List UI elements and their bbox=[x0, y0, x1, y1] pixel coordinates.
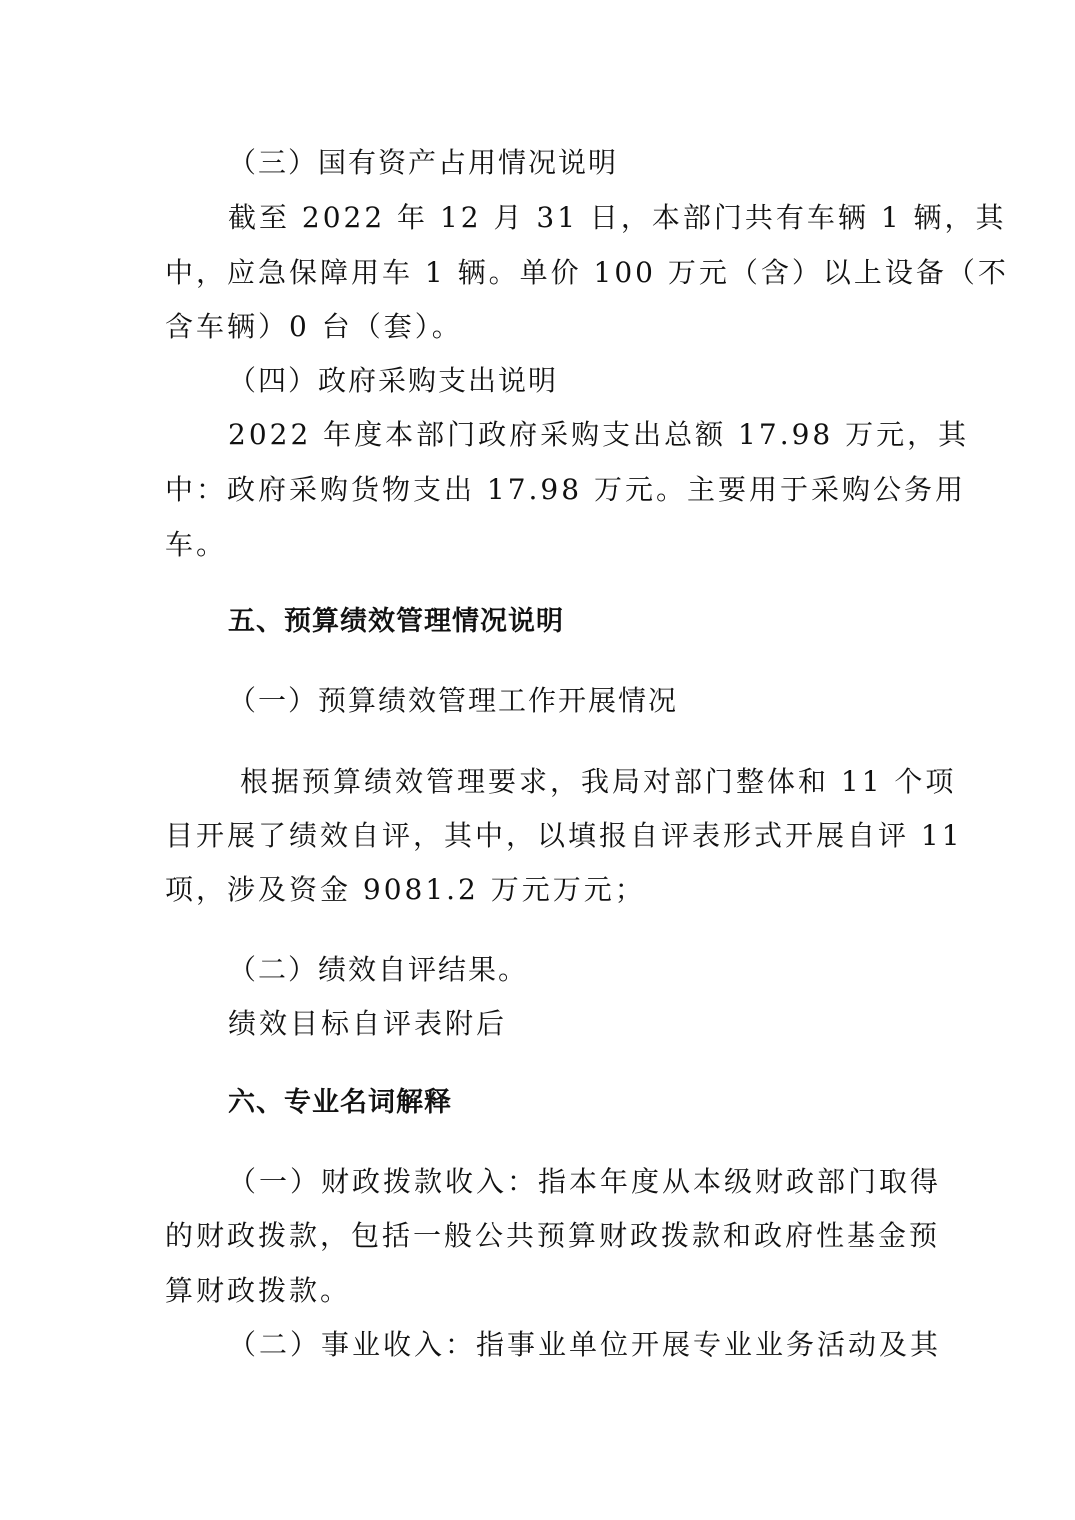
assets-line-1: 截至 2022 年 12 月 31 日，本部门共有车辆 1 辆，其 bbox=[228, 201, 1007, 234]
performance-work-line-2: 目开展了绩效自评，其中，以填报自评表形式开展自评 11 bbox=[165, 819, 963, 852]
glossary-item2-line-1: （二）事业收入：指事业单位开展专业业务活动及其 bbox=[228, 1328, 942, 1361]
glossary-item1-line-3: 算财政拨款。 bbox=[165, 1274, 352, 1307]
procurement-line-2: 中：政府采购货物支出 17.98 万元。主要用于采购公务用 bbox=[165, 473, 966, 506]
performance-results-heading: （二）绩效自评结果。 bbox=[228, 953, 529, 986]
performance-work-heading: （一）预算绩效管理工作开展情况 bbox=[228, 684, 679, 717]
assets-line-3: 含车辆）0 台（套）。 bbox=[165, 310, 463, 343]
glossary-item1-line-2: 的财政拨款，包括一般公共预算财政拨款和政府性基金预 bbox=[165, 1219, 941, 1252]
performance-results-text: 绩效目标自评表附后 bbox=[228, 1007, 508, 1040]
glossary-title: 六、专业名词解释 bbox=[228, 1087, 452, 1118]
procurement-heading: （四）政府采购支出说明 bbox=[228, 364, 559, 397]
performance-title: 五、预算绩效管理情况说明 bbox=[228, 606, 564, 637]
performance-work-line-3: 项，涉及资金 9081.2 万元万元； bbox=[165, 873, 646, 906]
assets-line-2: 中，应急保障用车 1 辆。单价 100 万元（含）以上设备（不 bbox=[165, 256, 1009, 289]
procurement-line-3: 车。 bbox=[165, 528, 228, 561]
performance-work-line-1: 根据预算绩效管理要求，我局对部门整体和 11 个项 bbox=[240, 765, 957, 798]
glossary-item1-line-1: （一）财政拨款收入：指本年度从本级财政部门取得 bbox=[228, 1165, 942, 1198]
assets-heading: （三）国有资产占用情况说明 bbox=[228, 146, 619, 179]
procurement-line-1: 2022 年度本部门政府采购支出总额 17.98 万元，其 bbox=[228, 418, 970, 451]
